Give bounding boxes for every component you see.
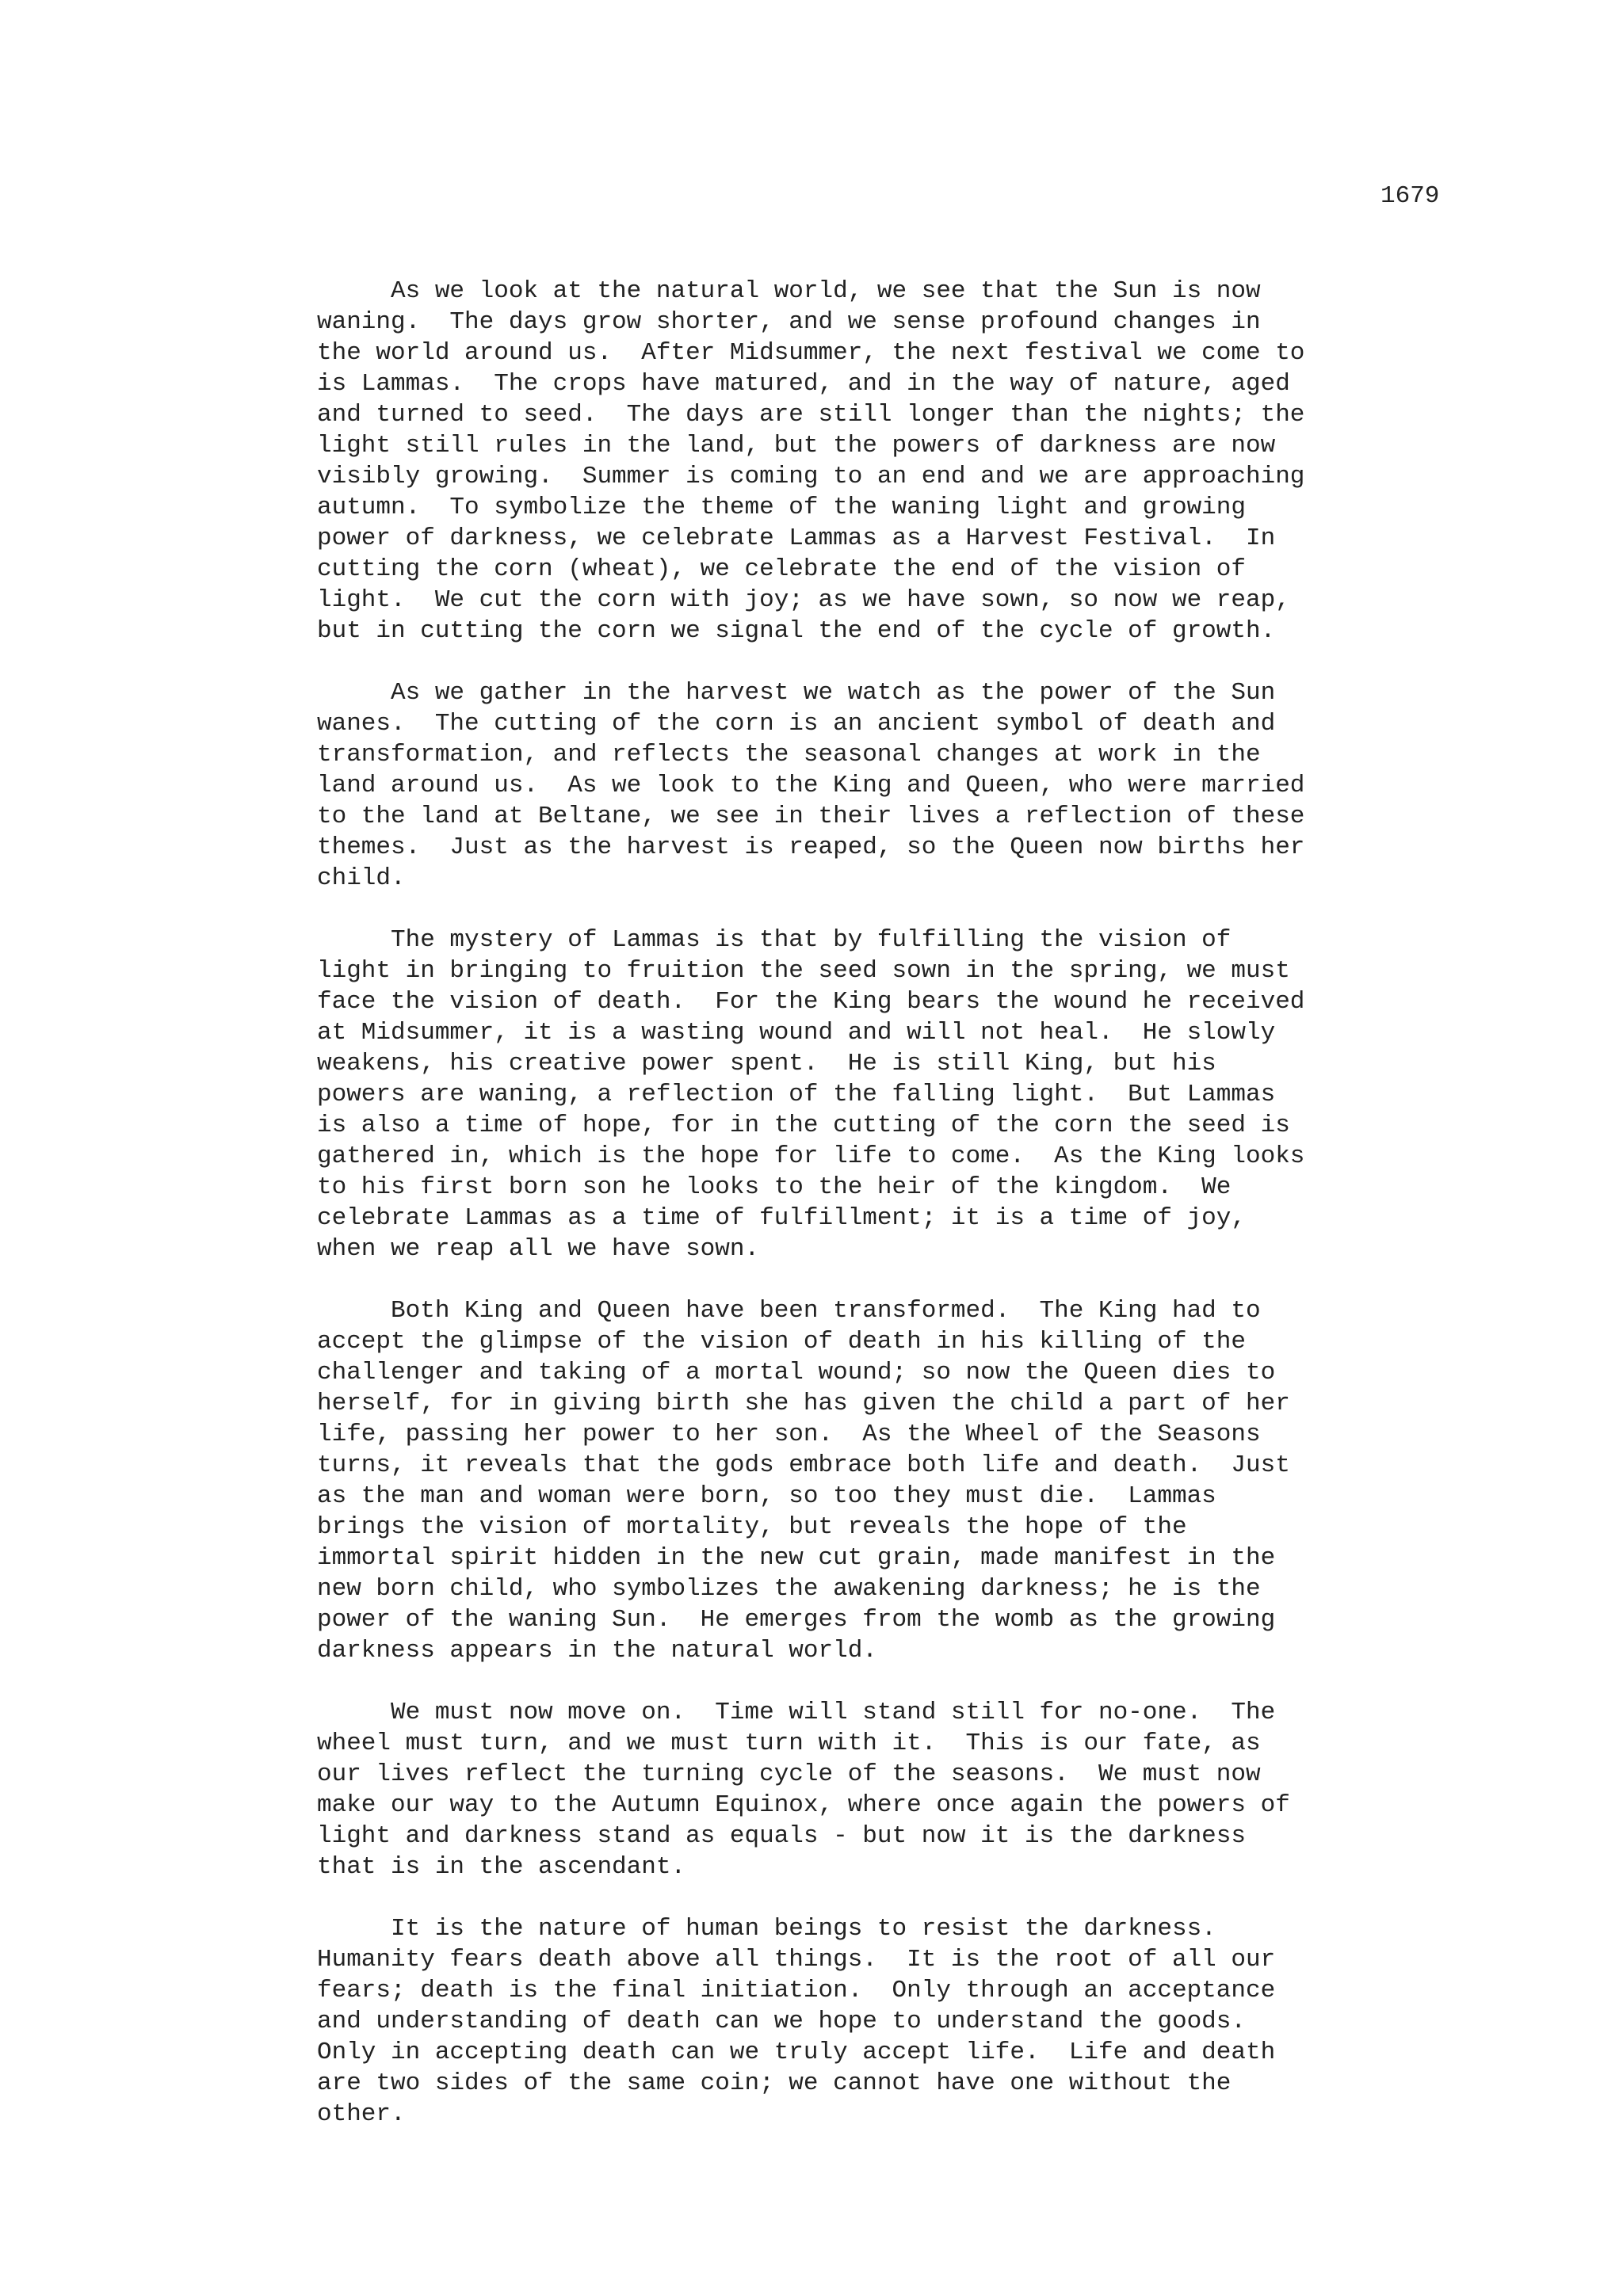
text-line: The mystery of Lammas is that by fulfilling the vision of — [317, 926, 1232, 954]
text-line: face the vision of death. For the King bears the wound he received — [317, 988, 1305, 1016]
text-line: fears; death is the final initiation. Only through an acceptance — [317, 1977, 1276, 2004]
page-number: 1679 — [1381, 182, 1440, 210]
text-line: darkness appears in the natural world. — [317, 1637, 877, 1665]
text-line: We must now move on. Time will stand still for no-one. The — [317, 1699, 1276, 1726]
text-line: that is in the ascendant. — [317, 1853, 686, 1881]
text-line: wanes. The cutting of the corn is an ancient symbol of death and — [317, 710, 1276, 738]
text-line: are two sides of the same coin; we cannot have one without the — [317, 2069, 1232, 2097]
text-line: powers are waning, a reflection of the falling light. But Lammas — [317, 1081, 1276, 1108]
text-line: power of darkness, we celebrate Lammas as a Harvest Festival. In — [317, 524, 1276, 552]
text-line: wheel must turn, and we must turn with it. This is our fate, as — [317, 1730, 1261, 1757]
text-line: Both King and Queen have been transformed. The King had to — [317, 1297, 1261, 1325]
paragraph — [317, 677, 1442, 894]
text-line: celebrate Lammas as a time of fulfillment; it is a time of joy, — [317, 1204, 1246, 1232]
text-line: is Lammas. The crops have matured, and in the way of nature, aged — [317, 370, 1290, 398]
text-line: immortal spirit hidden in the new cut grain, made manifest in the — [317, 1544, 1276, 1572]
text-line: but in cutting the corn we signal the end of the cycle of growth. — [317, 617, 1276, 645]
text-line: life, passing her power to her son. As the Wheel of the Seasons — [317, 1421, 1261, 1448]
text-line: is also a time of hope, for in the cutting of the corn the seed is — [317, 1112, 1290, 1139]
text-line: visibly growing. Summer is coming to an end and we are approaching — [317, 463, 1305, 490]
text-line: our lives reflect the turning cycle of the seasons. We must now — [317, 1760, 1261, 1788]
text-line: As we gather in the harvest we watch as the power of the Sun — [317, 679, 1276, 707]
text-line: other. — [317, 2100, 406, 2128]
paragraph — [317, 1295, 1442, 1666]
text-line: when we reap all we have sown. — [317, 1235, 760, 1263]
paragraph — [317, 1913, 1442, 2130]
text-line: land around us. As we look to the King and Queen, who were married — [317, 772, 1305, 799]
text-line: to the land at Beltane, we see in their lives a reflection of these — [317, 803, 1305, 830]
text-line: autumn. To symbolize the theme of the waning light and growing — [317, 494, 1246, 521]
text-line: cutting the corn (wheat), we celebrate the end of the vision of — [317, 555, 1246, 583]
text-line: and turned to seed. The days are still longer than the nights; the — [317, 401, 1305, 429]
text-line: new born child, who symbolizes the awakening darkness; he is the — [317, 1575, 1261, 1603]
text-line: brings the vision of mortality, but reveals the hope of the — [317, 1513, 1187, 1541]
text-line: herself, for in giving birth she has given the child a part of her — [317, 1390, 1290, 1417]
text-line: Humanity fears death above all things. It is the root of all our — [317, 1946, 1276, 1974]
text-line: power of the waning Sun. He emerges from the womb as the growing — [317, 1606, 1276, 1634]
paragraph — [317, 1697, 1442, 1882]
text-line: make our way to the Autumn Equinox, where once again the powers of — [317, 1791, 1290, 1819]
text-line: accept the glimpse of the vision of death in his killing of the — [317, 1328, 1246, 1356]
body-text — [317, 276, 1442, 2161]
text-line: gathered in, which is the hope for life to come. As the King looks — [317, 1142, 1305, 1170]
text-line: themes. Just as the harvest is reaped, so the Queen now births her — [317, 833, 1305, 861]
text-line: waning. The days grow shorter, and we sense profound changes in — [317, 308, 1261, 336]
text-line: as the man and woman were born, so too they must die. Lammas — [317, 1482, 1216, 1510]
text-line: transformation, and reflects the seasonal changes at work in the — [317, 741, 1261, 769]
text-line: and understanding of death can we hope to understand the goods. — [317, 2008, 1246, 2035]
text-line: at Midsummer, it is a wasting wound and will not heal. He slowly — [317, 1019, 1276, 1047]
text-line: light and darkness stand as equals - but now it is the darkness — [317, 1822, 1246, 1850]
paragraph — [317, 276, 1442, 646]
text-line: Only in accepting death can we truly accept life. Life and death — [317, 2039, 1276, 2066]
paragraph — [317, 925, 1442, 1264]
text-line: challenger and taking of a mortal wound; so now the Queen dies to — [317, 1359, 1276, 1386]
text-line: light. We cut the corn with joy; as we have sown, so now we reap, — [317, 586, 1290, 614]
text-line: turns, it reveals that the gods embrace both life and death. Just — [317, 1451, 1290, 1479]
text-line: to his first born son he looks to the heir of the kingdom. We — [317, 1173, 1232, 1201]
text-line: light in bringing to fruition the seed sown in the spring, we must — [317, 957, 1290, 985]
text-line: As we look at the natural world, we see that the Sun is now — [317, 277, 1261, 305]
text-line: It is the nature of human beings to resist the darkness. — [317, 1915, 1216, 1943]
text-line: child. — [317, 864, 406, 892]
text-line: the world around us. After Midsummer, the next festival we come to — [317, 339, 1305, 367]
text-line: light still rules in the land, but the powers of darkness are now — [317, 432, 1276, 460]
text-line: weakens, his creative power spent. He is still King, but his — [317, 1050, 1216, 1077]
